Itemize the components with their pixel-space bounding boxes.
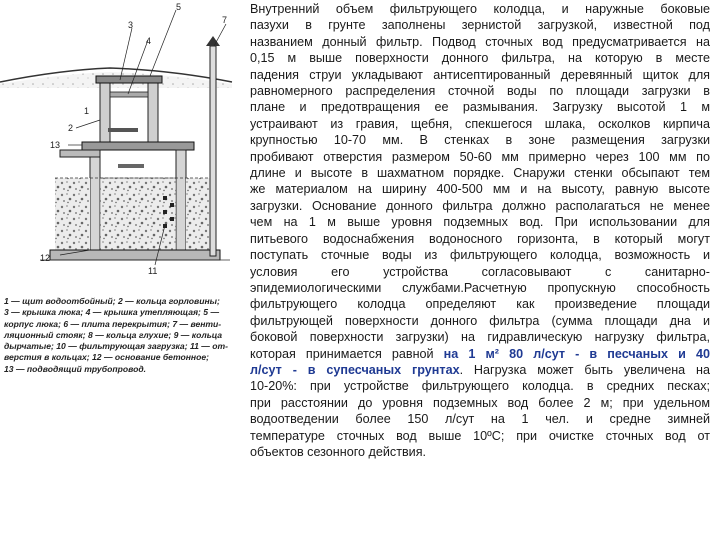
text-line: объектов сезонного действия. bbox=[250, 444, 427, 459]
highlighted-load-rate-2: л/сут - в супесчаных грунтах bbox=[250, 362, 460, 377]
neck-ring-left bbox=[100, 82, 110, 142]
text-line: поступать сточные воды из фильтрующего колодца, возможность и bbox=[250, 248, 710, 263]
caption-line: дырчатые; 10 — фильтрующая загрузка; 11 — от- bbox=[4, 341, 229, 352]
wall-left bbox=[90, 150, 100, 250]
text-line: водоотведении более 150 л/сут на 1 чел. и средне зимней bbox=[250, 412, 710, 427]
concrete-base bbox=[50, 250, 220, 260]
body-text bbox=[250, 1, 710, 460]
filter-well-diagram bbox=[0, 0, 235, 295]
label-2: 2 bbox=[68, 123, 74, 133]
text-line: условия его устройства согласовывают с санитарно- bbox=[250, 264, 710, 279]
text-line: же материалом на ширину 400-500 мм и на высоту, равную высоте bbox=[250, 182, 710, 197]
text-line: температуре сточных вод выше 10ºС; при очистке сточных вод от bbox=[250, 428, 710, 443]
outer-backfill-right bbox=[186, 178, 212, 250]
text-line: 10-20%: при устройстве фильтрующего колодца. в средних песках; bbox=[250, 379, 710, 394]
cover-slab bbox=[82, 142, 194, 150]
text-line: устраивают из гравия, щебня, спекшегося шлака, осколков кирпича bbox=[250, 116, 710, 131]
text-line: равномерного распределения сточной воды по площади загрузки в bbox=[250, 84, 710, 99]
text-line: названием донный фильтр. Подвод сточных вод предусматривается на bbox=[250, 34, 710, 49]
text-line: чем на 1 м выше уровня подземных вод. При использовании для bbox=[250, 215, 710, 230]
text-line: фильтрующего колодца определяют как произведение площади bbox=[250, 297, 710, 312]
text-line bbox=[250, 362, 710, 378]
outer-backfill-left bbox=[55, 178, 90, 250]
label-12: 12 bbox=[40, 253, 51, 263]
label-7: 7 bbox=[222, 15, 228, 25]
text-line: пазухи в грунте заполнены зернистой загрузкой, известной под bbox=[250, 18, 710, 33]
label-1: 1 bbox=[84, 106, 90, 116]
wall-right bbox=[176, 150, 186, 250]
caption-line: верстия в кольцах; 12 — основание бетонное; bbox=[4, 352, 210, 363]
neck-ring-right bbox=[148, 82, 158, 142]
label-11: 11 bbox=[148, 266, 158, 276]
caption-line: 1 — щит водоотбойный; 2 — кольца горловины; bbox=[4, 296, 220, 306]
insulating-cover bbox=[110, 92, 148, 97]
caption-line: ляционный стояк; 8 — кольца глухие; 9 — кольца bbox=[4, 329, 223, 340]
text-line: при расстоянии до уровня подземных вод более 2 м; при удельном bbox=[250, 395, 710, 410]
text-segment: которая принимается равной bbox=[250, 346, 444, 361]
caption-line: 3 — крышка люка; 4 — крышка утепляющая; 5 — bbox=[4, 307, 220, 318]
text-line: загрузки. Основание донного фильтра должно располагаться не менее bbox=[250, 198, 710, 213]
text-segment: . Нагрузка может быть увеличена на bbox=[459, 362, 710, 377]
text-line: боковой поверхности загрузки) на гидравлическую нагрузку фильтра, bbox=[250, 330, 710, 345]
text-line: плане и предотвращения ее размывания. Загрузку высотой 1 м bbox=[250, 100, 710, 115]
figure-caption bbox=[4, 296, 236, 375]
hatch-cover bbox=[96, 76, 162, 83]
text-line: пробивают отверстия размером 50-60 мм примерно через 100 мм по bbox=[250, 149, 710, 164]
text-line: крупностью 10-70 мм. В стенках в зоне размещения загрузки bbox=[250, 133, 710, 148]
vent-stack bbox=[210, 46, 216, 256]
text-line: длине и высоте в шахматном порядке. Снаружи стенки обсыпают тем bbox=[250, 166, 710, 181]
deflector-shield bbox=[118, 164, 144, 168]
text-line: 0,15 м выше поверхности донного фильтра, на которую в месте bbox=[250, 51, 710, 66]
text-line bbox=[250, 346, 710, 362]
label-5: 5 bbox=[176, 2, 182, 12]
caption-line: 13 — подводящий трубопровод. bbox=[4, 363, 147, 374]
highlighted-load-rate: на 1 м² 80 л/сут - в песчаных и 40 bbox=[443, 346, 710, 361]
text-line: падения струи укладывают антисептированный деревянный щиток для bbox=[250, 67, 710, 82]
caption-line: корпус люка; 6 — плита перекрытия; 7 — венти- bbox=[4, 318, 222, 329]
label-13: 13 bbox=[50, 140, 61, 150]
text-line: Внутренний объем фильтрующего колодца, и наружные боковые bbox=[250, 2, 710, 16]
text-line: питьевого водоснабжения водоносного горизонта, в который могут bbox=[250, 231, 710, 246]
text-line: фильтрующей поверхности донного фильтра (сумма площади дна и bbox=[250, 313, 710, 328]
label-3: 3 bbox=[128, 20, 134, 30]
text-line: эпидемиологическими службами.Расчетную пропускную способность bbox=[250, 280, 710, 295]
inlet-pipe bbox=[60, 150, 100, 157]
label-4: 4 bbox=[146, 36, 152, 46]
